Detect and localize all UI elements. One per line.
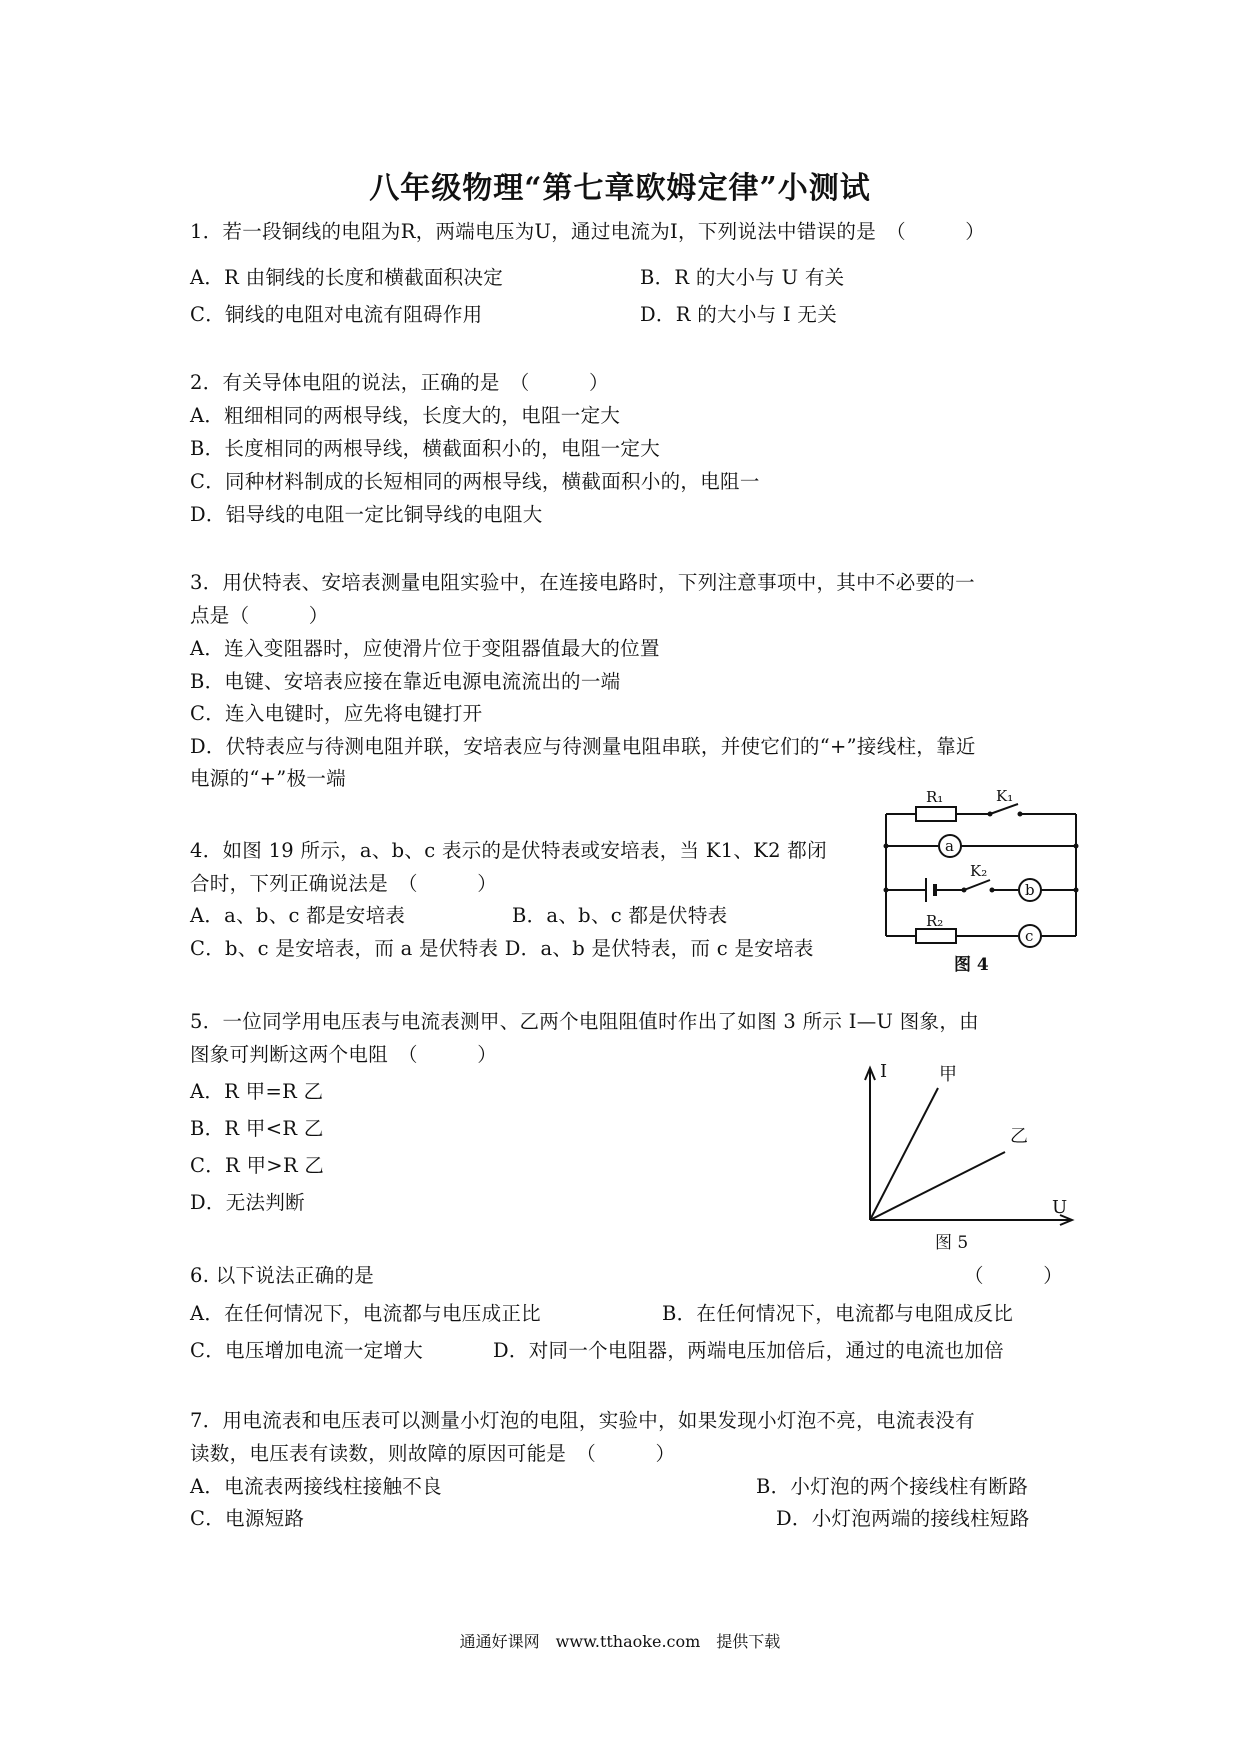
q7-option-b: B．小灯泡的两个接线柱有断路: [756, 1475, 1029, 1498]
q4-option-cd: C．b、c 是安培表，而 a 是伏特表 D．a、b 是伏特表，而 c 是安培表: [190, 937, 814, 960]
q5-stem-line2: 图象可判断这两个电阻 （ ）: [190, 1043, 498, 1066]
iu-graph: [855, 1050, 1085, 1253]
page-title: 八年级物理“第七章欧姆定律”小测试: [369, 171, 871, 206]
q5-option-a: A．R 甲=R 乙: [190, 1080, 324, 1103]
q1-option-d: D．R 的大小与 I 无关: [640, 303, 838, 326]
q4-option-b: B．a、b、c 都是伏特表: [512, 904, 728, 927]
q2-option-d: D．铝导线的电阻一定比铜导线的电阻大: [190, 503, 543, 526]
circuit-diagram: [880, 787, 1090, 980]
line-jia: [870, 1088, 938, 1220]
meter-a-label: a: [945, 837, 954, 855]
q5-option-c: C．R 甲>R 乙: [190, 1154, 325, 1177]
meter-c-label: c: [1025, 927, 1034, 945]
label-r2: R₂: [926, 912, 944, 930]
q1-stem: 1．若一段铜线的电阻为R，两端电压为U，通过电流为I，下列说法中错误的是 （ ）: [190, 220, 986, 243]
q7-option-c: C．电源短路: [190, 1507, 305, 1530]
label-k1: K₁: [996, 787, 1014, 805]
q3-option-d-line1: D．伏特表应与待测电阻并联，安培表应与待测量电阻串联，并使它们的“+”接线柱，靠近: [190, 735, 976, 758]
q6-answer-paren: （ ）: [964, 1264, 1064, 1287]
line-yi: [870, 1152, 1005, 1220]
q2-option-b: B．长度相同的两根导线，横截面积小的，电阻一定大: [190, 437, 661, 460]
q6-stem: 6. 以下说法正确的是: [190, 1264, 375, 1287]
line-jia-label: 甲: [939, 1064, 957, 1085]
label-k2: K₂: [970, 862, 988, 880]
q4-option-a: A．a、b、c 都是安培表: [190, 904, 406, 927]
line-yi-label: 乙: [1010, 1126, 1028, 1147]
q7-option-d: D．小灯泡两端的接线柱短路: [776, 1507, 1030, 1530]
meter-b-label: b: [1025, 881, 1035, 899]
q3-option-d-line2: 电源的“+”极一端: [190, 767, 346, 790]
q2-option-a: A．粗细相同的两根导线，长度大的，电阻一定大: [190, 404, 621, 427]
y-axis-label: I: [880, 1061, 888, 1082]
x-axis-label: U: [1052, 1197, 1068, 1218]
q1-option-c: C．铜线的电阻对电流有阻碍作用: [190, 303, 483, 326]
q1-option-a: A．R 由铜线的长度和横截面积决定: [190, 266, 504, 289]
page-footer: 通通好课网 www.tthaoke.com 提供下载: [459, 1632, 781, 1651]
label-r1: R₁: [926, 788, 944, 806]
q7-stem-line1: 7．用电流表和电压表可以测量小灯泡的电阻，实验中，如果发现小灯泡不亮，电流表没有: [190, 1409, 975, 1432]
q4-stem-line2: 合时，下列正确说法是 （ ）: [190, 872, 498, 895]
q6-option-c: C．电压增加电流一定增大: [190, 1339, 424, 1362]
q6-option-a: A．在任何情况下，电流都与电压成正比: [190, 1302, 541, 1325]
q5-option-d: D．无法判断: [190, 1191, 305, 1214]
q1-option-b: B．R 的大小与 U 有关: [640, 266, 845, 289]
figure5-caption: 图 5: [935, 1233, 969, 1253]
q5-option-b: B．R 甲<R 乙: [190, 1117, 324, 1140]
q6-option-b: B．在任何情况下，电流都与电阻成反比: [662, 1302, 1014, 1325]
q2-stem: 2．有关导体电阻的说法，正确的是 （ ）: [190, 371, 609, 394]
q3-stem-line2: 点是（ ）: [190, 604, 329, 627]
q3-stem-line1: 3．用伏特表、安培表测量电阻实验中，在连接电路时，下列注意事项中，其中不必要的一: [190, 571, 975, 594]
q7-stem-line2: 读数，电压表有读数，则故障的原因可能是 （ ）: [190, 1442, 676, 1465]
q2-option-c: C．同种材料制成的长短相同的两根导线，横截面积小的，电阻一: [190, 470, 760, 493]
q7-option-a: A．电流表两接线柱接触不良: [190, 1475, 442, 1498]
q3-option-b: B．电键、安培表应接在靠近电源电流流出的一端: [190, 670, 621, 693]
figure4-caption: 图 4: [954, 955, 989, 975]
q3-option-a: A．连入变阻器时，应使滑片位于变阻器值最大的位置: [190, 637, 660, 660]
q5-stem-line1: 5．一位同学用电压表与电流表测甲、乙两个电阻阻值时作出了如图 3 所示 I—U 图象，由: [190, 1010, 979, 1033]
q3-option-c: C．连入电键时，应先将电键打开: [190, 702, 483, 725]
q6-option-d: D．对同一个电阻器，两端电压加倍后，通过的电流也加倍: [493, 1339, 1004, 1362]
q4-stem-line1: 4．如图 19 所示，a、b、c 表示的是伏特表或安培表，当 K1、K2 都闭: [190, 839, 827, 862]
